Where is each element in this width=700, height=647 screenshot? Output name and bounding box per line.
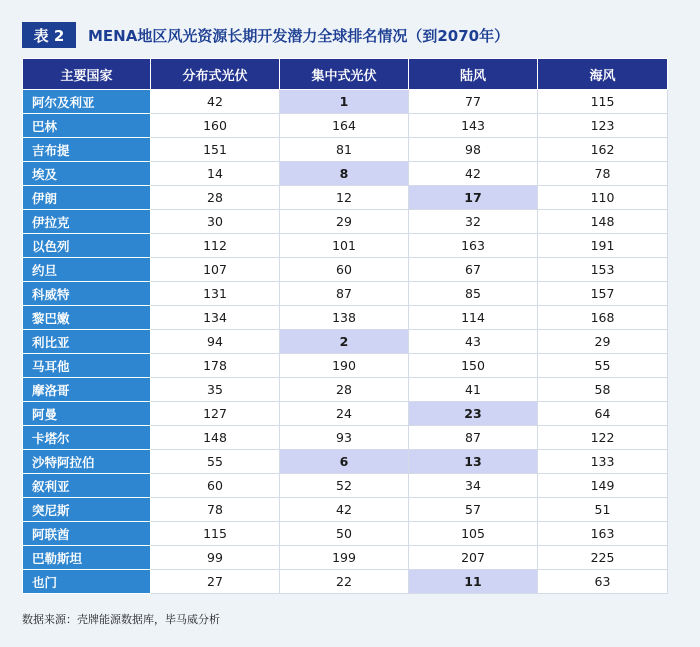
rank-cell: 77 [409,90,538,114]
table-row [23,258,668,282]
country-name-cell: 利比亚 [23,330,151,354]
data-source-note: 数据来源：壳牌能源数据库，毕马威分析 [22,613,220,626]
rank-cell: 58 [538,378,668,402]
rank-cell: 162 [538,138,668,162]
rank-cell: 78 [538,162,668,186]
rank-cell: 60 [280,258,409,282]
rank-cell: 2 [280,330,409,354]
rank-cell: 8 [280,162,409,186]
table-row [23,354,668,378]
rank-cell: 23 [409,402,538,426]
rank-cell: 12 [280,186,409,210]
rank-cell: 6 [280,450,409,474]
rank-cell: 123 [538,114,668,138]
table-row [23,90,668,114]
table-title: MENA地区风光资源长期开发潜力全球排名情况（到2070年） [88,26,510,45]
country-name-cell: 巴林 [23,114,151,138]
table-header-row [23,59,668,90]
table-row [23,378,668,402]
country-name-cell: 埃及 [23,162,151,186]
rank-cell: 1 [280,90,409,114]
rank-cell: 190 [280,354,409,378]
header-country: 主要国家 [23,59,151,90]
rank-cell: 55 [151,450,280,474]
rank-cell: 81 [280,138,409,162]
rank-cell: 115 [538,90,668,114]
rank-cell: 60 [151,474,280,498]
country-name-cell: 约旦 [23,258,151,282]
rank-cell: 14 [151,162,280,186]
country-name-cell: 也门 [23,570,151,594]
country-name-cell: 摩洛哥 [23,378,151,402]
table-row [23,162,668,186]
rank-cell: 163 [409,234,538,258]
table-row [23,330,668,354]
table-row [23,402,668,426]
header-centralized-pv: 集中式光伏 [280,59,409,90]
country-name-cell: 突尼斯 [23,498,151,522]
rank-cell: 78 [151,498,280,522]
rank-cell: 114 [409,306,538,330]
rank-cell: 11 [409,570,538,594]
country-name-cell: 卡塔尔 [23,426,151,450]
rank-cell: 42 [409,162,538,186]
rank-cell: 64 [538,402,668,426]
rank-cell: 207 [409,546,538,570]
rank-cell: 131 [151,282,280,306]
table-row [23,570,668,594]
rank-cell: 225 [538,546,668,570]
rank-cell: 55 [538,354,668,378]
table-row [23,498,668,522]
rank-cell: 29 [538,330,668,354]
rank-cell: 164 [280,114,409,138]
rank-cell: 199 [280,546,409,570]
rank-cell: 148 [538,210,668,234]
rank-cell: 191 [538,234,668,258]
rank-cell: 35 [151,378,280,402]
rank-cell: 143 [409,114,538,138]
rank-cell: 168 [538,306,668,330]
rank-cell: 105 [409,522,538,546]
header-onshore-wind: 陆风 [409,59,538,90]
table-body [23,90,668,594]
rank-cell: 138 [280,306,409,330]
table-row [23,138,668,162]
rank-cell: 157 [538,282,668,306]
rank-cell: 101 [280,234,409,258]
rank-cell: 50 [280,522,409,546]
rank-cell: 160 [151,114,280,138]
country-name-cell: 叙利亚 [23,474,151,498]
rank-cell: 85 [409,282,538,306]
rank-cell: 67 [409,258,538,282]
country-name-cell: 马耳他 [23,354,151,378]
country-name-cell: 巴勒斯坦 [23,546,151,570]
rank-cell: 153 [538,258,668,282]
country-name-cell: 吉布提 [23,138,151,162]
rank-cell: 134 [151,306,280,330]
rank-cell: 24 [280,402,409,426]
table-row [23,234,668,258]
rank-cell: 30 [151,210,280,234]
country-name-cell: 以色列 [23,234,151,258]
rank-cell: 149 [538,474,668,498]
rank-cell: 29 [280,210,409,234]
country-name-cell: 科威特 [23,282,151,306]
rank-cell: 112 [151,234,280,258]
rank-cell: 127 [151,402,280,426]
table-row [23,522,668,546]
rank-cell: 115 [151,522,280,546]
rank-cell: 13 [409,450,538,474]
rank-cell: 94 [151,330,280,354]
rank-cell: 99 [151,546,280,570]
table-row [23,282,668,306]
table-title-row [22,22,509,48]
rank-cell: 122 [538,426,668,450]
table-row [23,450,668,474]
rank-cell: 87 [280,282,409,306]
country-name-cell: 伊拉克 [23,210,151,234]
rank-cell: 63 [538,570,668,594]
country-name-cell: 黎巴嫩 [23,306,151,330]
rank-cell: 150 [409,354,538,378]
table-row [23,306,668,330]
rank-cell: 51 [538,498,668,522]
country-name-cell: 阿尔及利亚 [23,90,151,114]
rank-cell: 28 [151,186,280,210]
table-row [23,186,668,210]
rank-cell: 178 [151,354,280,378]
country-name-cell: 伊朗 [23,186,151,210]
rank-cell: 151 [151,138,280,162]
table-row [23,210,668,234]
rank-cell: 17 [409,186,538,210]
ranking-table-wrapper [22,58,667,594]
rank-cell: 133 [538,450,668,474]
table-row [23,546,668,570]
country-name-cell: 阿曼 [23,402,151,426]
rank-cell: 57 [409,498,538,522]
rank-cell: 43 [409,330,538,354]
country-name-cell: 沙特阿拉伯 [23,450,151,474]
rank-cell: 42 [280,498,409,522]
rank-cell: 52 [280,474,409,498]
country-name-cell: 阿联酋 [23,522,151,546]
rank-cell: 163 [538,522,668,546]
rank-cell: 22 [280,570,409,594]
rank-cell: 42 [151,90,280,114]
rank-cell: 93 [280,426,409,450]
header-distributed-pv: 分布式光伏 [151,59,280,90]
rank-cell: 32 [409,210,538,234]
rank-cell: 107 [151,258,280,282]
header-offshore-wind: 海风 [538,59,668,90]
table-row [23,474,668,498]
rank-cell: 34 [409,474,538,498]
table-number-tag: 表 2 [22,22,76,48]
rank-cell: 28 [280,378,409,402]
ranking-table [22,58,668,594]
table-row [23,114,668,138]
rank-cell: 87 [409,426,538,450]
rank-cell: 110 [538,186,668,210]
rank-cell: 148 [151,426,280,450]
rank-cell: 41 [409,378,538,402]
rank-cell: 98 [409,138,538,162]
table-row [23,426,668,450]
rank-cell: 27 [151,570,280,594]
